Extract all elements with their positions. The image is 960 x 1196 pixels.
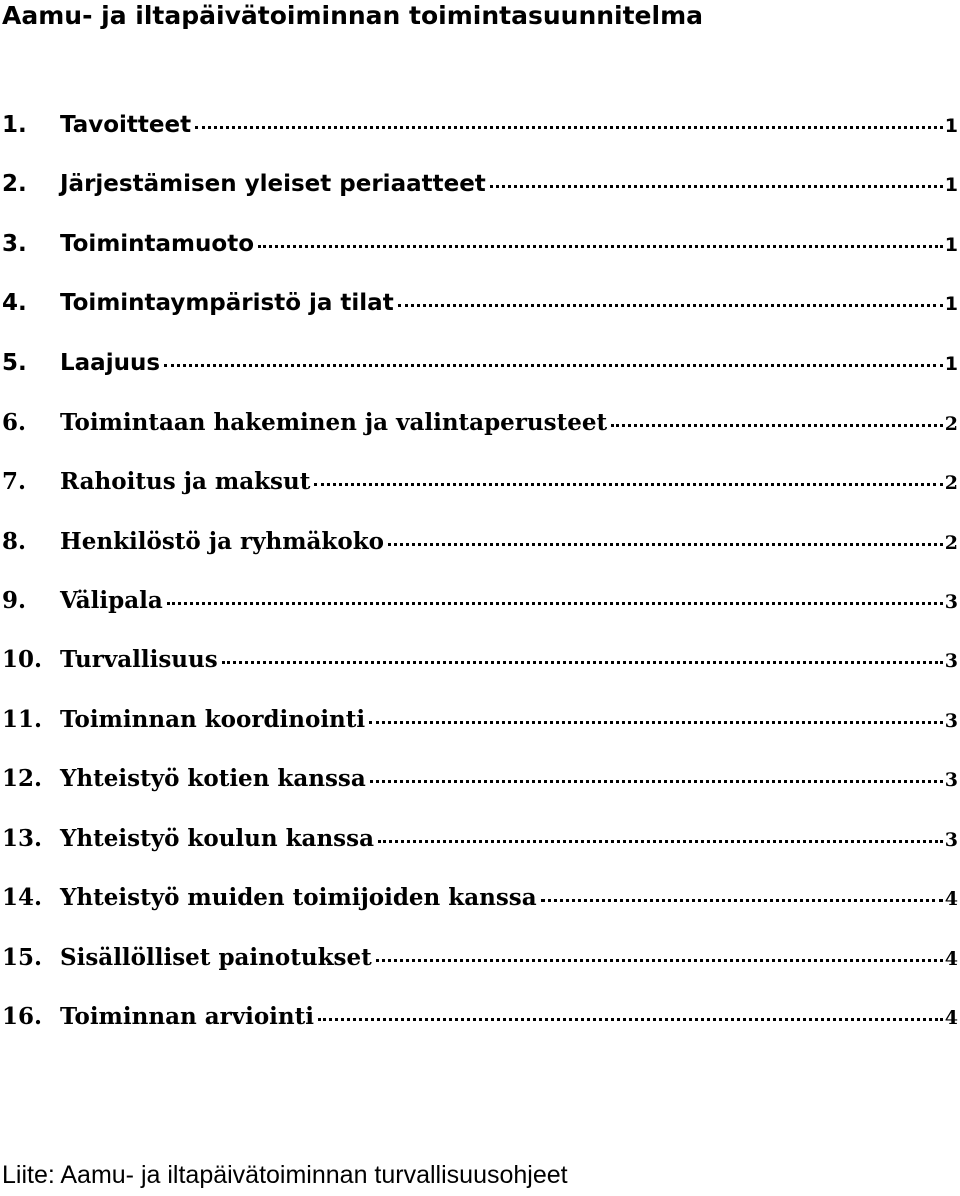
toc-dot-leader (376, 958, 943, 962)
toc-entry-number: 7. (2, 468, 27, 496)
toc-entry[interactable] (0, 214, 960, 273)
toc-entry-page: 3 (944, 590, 958, 613)
toc-entry[interactable] (0, 154, 960, 213)
appendix-note: Liite: Aamu- ja iltapäivätoiminnan turvallisuusohjeet (2, 1161, 568, 1189)
toc-entry-label: Rahoitus ja maksut (60, 468, 311, 496)
toc-entry-label: Toimintaympäristö ja tilat (60, 290, 394, 317)
toc-entry-label: Sisällölliset painotukset (60, 943, 372, 971)
toc-dot-leader (314, 482, 942, 486)
toc-entry-page: 1 (944, 352, 958, 375)
toc-entry-number: 15. (2, 943, 43, 971)
toc-dot-leader (378, 839, 943, 843)
toc-dot-leader (258, 244, 943, 248)
toc-entry-label: Toiminnan koordinointi (60, 705, 366, 733)
toc-entry-number: 13. (2, 824, 43, 852)
toc-dot-leader (167, 601, 943, 605)
toc-entry-label: Yhteistyö koulun kanssa (60, 824, 374, 852)
toc-dot-leader (318, 1017, 943, 1021)
toc-entry-label: Toiminnan arviointi (60, 1003, 314, 1031)
toc-entry-page: 3 (944, 709, 958, 732)
toc-entry-label: Yhteistyö kotien kanssa (60, 765, 366, 793)
toc-entry-page: 3 (944, 769, 958, 792)
toc-entry-page: 1 (944, 114, 958, 137)
toc-entry-label: Laajuus (60, 349, 161, 376)
toc-entry-page: 4 (944, 947, 958, 970)
toc-entry[interactable] (0, 392, 960, 451)
toc-entry-page: 2 (944, 531, 958, 554)
toc-entry-label: Järjestämisen yleiset periaatteet (60, 171, 486, 198)
toc-entry-label: Toimintaan hakeminen ja valintaperusteet (60, 408, 608, 436)
toc-entry-number: 10. (2, 646, 43, 674)
toc-entry-number: 5. (2, 349, 27, 376)
toc-entry-page: 2 (944, 412, 958, 435)
toc-entry-number: 6. (2, 408, 27, 436)
toc-entry-label: Toimintamuoto (60, 230, 254, 257)
toc-entry-label: Yhteistyö muiden toimijoiden kanssa (60, 884, 537, 912)
toc-entry[interactable] (0, 987, 960, 1046)
toc-entry-number: 8. (2, 527, 27, 555)
toc-entry-label: Henkilöstö ja ryhmäkoko (60, 527, 384, 555)
toc-entry-number: 3. (2, 230, 27, 257)
toc-entry[interactable] (0, 571, 960, 630)
toc-entry[interactable] (0, 868, 960, 927)
toc-entry[interactable] (0, 690, 960, 749)
toc-entry-number: 2. (2, 171, 27, 198)
toc-dot-leader (164, 363, 943, 367)
toc-entry-number: 16. (2, 1003, 43, 1031)
toc-dot-leader (398, 303, 943, 307)
toc-entry-page: 3 (944, 650, 958, 673)
toc-entry[interactable] (0, 333, 960, 392)
toc-dot-leader (370, 779, 943, 783)
toc-dot-leader (541, 898, 943, 902)
toc-dot-leader (611, 423, 943, 427)
toc-entry-page: 1 (944, 233, 958, 256)
toc-dot-leader (222, 660, 943, 664)
toc-entry-label: Välipala (60, 586, 163, 614)
toc-entry[interactable] (0, 95, 960, 154)
toc-entry-label: Turvallisuus (60, 646, 218, 674)
toc-dot-leader (490, 184, 943, 188)
toc-entry[interactable] (0, 273, 960, 332)
toc-entry-label: Tavoitteet (60, 111, 192, 138)
toc-entry-page: 2 (944, 472, 958, 495)
toc-entry[interactable] (0, 928, 960, 987)
toc-entry[interactable] (0, 452, 960, 511)
document-title: Aamu- ja iltapäivätoiminnan toimintasuunnitelma (2, 1, 704, 30)
toc-entry[interactable] (0, 809, 960, 868)
toc-entry-number: 1. (2, 111, 27, 138)
toc-entry-page: 4 (944, 1007, 958, 1030)
toc-dot-leader (388, 542, 943, 546)
toc-entry-page: 1 (944, 293, 958, 316)
toc-entry-number: 12. (2, 765, 43, 793)
toc-dot-leader (195, 125, 943, 129)
toc-entry-number: 4. (2, 290, 27, 317)
toc-entry-page: 1 (944, 174, 958, 197)
toc-dot-leader (369, 720, 943, 724)
toc-entry-number: 14. (2, 884, 43, 912)
table-of-contents (0, 95, 960, 1047)
toc-entry-number: 9. (2, 586, 27, 614)
toc-entry-page: 4 (944, 888, 958, 911)
toc-entry[interactable] (0, 511, 960, 570)
toc-entry[interactable] (0, 630, 960, 689)
toc-entry-page: 3 (944, 828, 958, 851)
toc-entry[interactable] (0, 749, 960, 808)
toc-entry-number: 11. (2, 705, 43, 733)
